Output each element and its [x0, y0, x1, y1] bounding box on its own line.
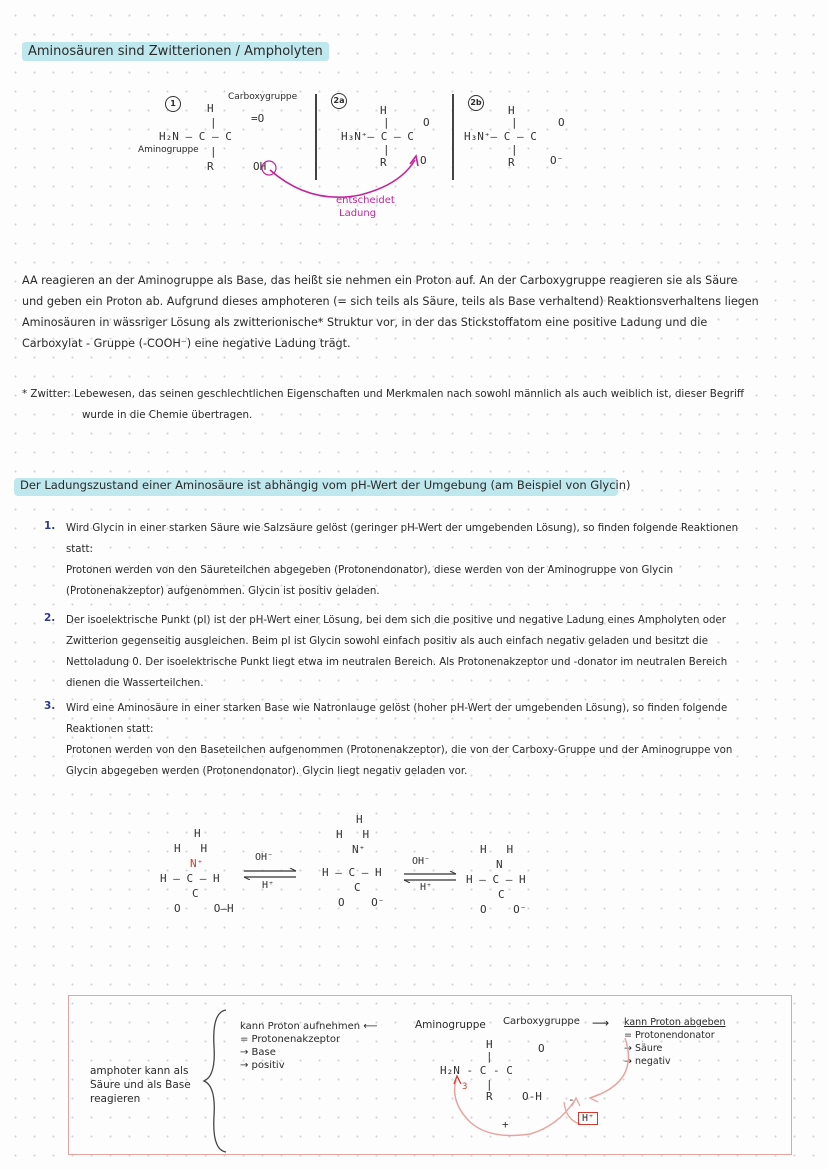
s2-r: R [380, 156, 387, 169]
list-line: Protonen werden von den Baseteilchen aufgenommen (Protonenakzeptor), die von der Carboxy-Gruppe und der Aminogruppe von [66, 745, 733, 756]
summary-carboxy-label: Carboxygruppe [503, 1016, 580, 1027]
summary-m-r: R [486, 1090, 493, 1103]
summary-right-line: kann Proton abgeben [624, 1017, 726, 1028]
label-2b: 2b [468, 95, 484, 111]
paragraph-line: und geben ein Proton ab. Aufgrund dieses amphoteren (= sich teils als Säure, teils als Base verhaltend) Reaktionsverhaltens liegen [22, 295, 759, 308]
summary-mid-line: → Base [240, 1047, 276, 1058]
s3-r: R [508, 156, 515, 169]
list-line: Nettoladung 0. Der isoelektrische Punkt liegt etwa im neutralen Bereich. Als Protonenakzeptor und -donator im neutralen Bereich [66, 657, 728, 668]
s1-o: =O [251, 112, 265, 125]
summary-arrow: ⟶ [592, 1016, 610, 1030]
list-line: Reaktionen statt: [66, 724, 154, 735]
summary-left-line: amphoter kann als [90, 1065, 189, 1077]
s2-bond-bot: | [383, 143, 390, 156]
page-title: Aminosäuren sind Zwitterionen / Ampholyten [22, 42, 329, 61]
m2-mid: H — C — H [322, 866, 382, 879]
paragraph-line: Carboxylat - Gruppe (-COOH⁻) eine negative Ladung trägt. [22, 337, 351, 350]
m3-n: N [496, 858, 503, 871]
m1-bot: O O—H [174, 902, 234, 915]
summary-right-line: = Protonendonator [624, 1030, 715, 1041]
decides-charge-note [336, 194, 395, 220]
summary-mid-line: = Protonenakzeptor [240, 1034, 341, 1045]
summary-minus: - [568, 1093, 575, 1106]
intro-paragraph [22, 270, 812, 354]
hplus-box: H⁺ [578, 1112, 598, 1125]
list-num: 3. [44, 700, 56, 712]
brace [200, 1006, 230, 1156]
summary-left-line: reagieren [90, 1093, 141, 1105]
m1-n: N⁺ [190, 857, 204, 870]
s2-bond-top: | [383, 116, 390, 129]
m3-bot: O O⁻ [480, 903, 527, 916]
s3-main: H₃N⁺— C — C [464, 130, 537, 143]
decides-charge-line2: Ladung [339, 208, 377, 219]
label-1: 1 [165, 96, 181, 112]
list-num: 1. [44, 520, 56, 532]
glycin-cation [160, 826, 240, 936]
list-line: statt: [66, 544, 93, 555]
footnote [22, 384, 812, 426]
summary-right-line: → negativ [624, 1056, 671, 1067]
s2-o: O [423, 116, 430, 129]
m2-bot: O O⁻ [338, 896, 385, 909]
oh-label-2: OH⁻ [412, 856, 431, 867]
list-num: 2. [44, 612, 56, 624]
footnote-line: * Zwitter: Lebewesen, das seinen geschlechtlichen Eigenschaften und Merkmalen nach sowohl männlich als auch weiblich ist, dieser Begriff [22, 388, 744, 400]
m3-mid: H — C — H [466, 873, 526, 886]
summary-plus: + [502, 1118, 509, 1131]
list-line: dienen die Wasserteilchen. [66, 678, 204, 689]
equilibrium-arrows-1 [240, 852, 300, 892]
s3-bond-bot: | [511, 143, 518, 156]
m2-n: N⁺ [352, 843, 366, 856]
eq-arrow-1 [240, 868, 300, 880]
divider-2 [452, 94, 454, 180]
m3-c: C [498, 888, 505, 901]
s1-r: R [207, 160, 214, 173]
list-line: Glycin abgegeben werden (Protonendonator). Glycin liegt negativ geladen vor. [66, 766, 468, 777]
glycin-zwitterion [322, 812, 402, 932]
summary-m-three: 3 [462, 1082, 468, 1092]
glycin-anion [466, 842, 546, 942]
label-2a: 2a [331, 93, 347, 109]
s3-bond-top: | [511, 116, 518, 129]
m1-mid: H — C — H [160, 872, 220, 885]
m1-top: H [194, 827, 201, 840]
s1-h: H [207, 102, 214, 115]
list-line: Wird Glycin in einer starken Säure wie Salzsäure gelöst (geringer pH-Wert der umgebenden Lösung), so finden folgende Reaktionen [66, 523, 739, 534]
list-line: Protonen werden von den Säureteilchen abgegeben (Protonendonator), diese werden von der Aminogruppe von Glycin [66, 565, 674, 576]
amino-label: Aminogruppe [138, 145, 199, 155]
list-line: Zwitterion gegenseitig ausgleichen. Beim pI ist Glycin sowohl einfach positiv als auch einfach negativ geladen und besitzt die [66, 636, 709, 647]
list-item [44, 698, 814, 782]
decides-charge-line1: entscheidet [336, 195, 395, 206]
h-label-1: H⁺ [262, 880, 275, 891]
summary-m-bond-bot: | [486, 1078, 493, 1091]
summary-m-main: H₂N - C - C [440, 1064, 513, 1077]
s1-main: H₂N — C — C [159, 130, 232, 143]
s1-oh: OH [253, 160, 267, 173]
summary-left-line: Säure und als Base [90, 1079, 191, 1091]
list-text [44, 698, 814, 782]
summary-m-oh: O-H [522, 1090, 542, 1103]
paragraph-line: AA reagieren an der Aminogruppe als Base, das heißt sie nehmen ein Proton auf. An der Carboxygruppe reagieren sie als Säure [22, 274, 738, 287]
list-text [44, 518, 814, 602]
s3-o2: O⁻ [550, 154, 564, 167]
s1-bond-bot: | [210, 145, 217, 158]
m1-h: H H [174, 842, 208, 855]
summary-mid-line: kann Proton aufnehmen ⟵ [240, 1021, 378, 1032]
summary-m-o: O [538, 1042, 545, 1055]
summary-amino-label: Aminogruppe [415, 1019, 486, 1031]
s2-main: H₃N⁺— C — C [341, 130, 414, 143]
list-line: Der isoelektrische Punkt (pI) ist der pH-Wert einer Lösung, bei dem sich die positive und negative Ladung eines Ampholyten oder [66, 615, 726, 626]
s1-bond-top: | [210, 116, 217, 129]
m1-c: C [192, 887, 199, 900]
list-text [44, 610, 814, 694]
s2-o2: O [420, 154, 427, 167]
list-line: Wird eine Aminosäure in einer starken Base wie Natronlauge gelöst (hoher pH-Wert der umgebenden Lösung), so finden folgende [66, 703, 728, 714]
footnote-line: wurde in die Chemie übertragen. [82, 409, 253, 421]
oh-label-1: OH⁻ [255, 852, 274, 863]
summary-right-line: → Säure [624, 1043, 663, 1054]
carboxy-label: Carboxygruppe [228, 92, 298, 102]
summary-m-bond-top: | [486, 1050, 493, 1063]
summary-mid-line: → positiv [240, 1060, 285, 1071]
summary-mid [240, 1020, 378, 1072]
summary-left [90, 1064, 191, 1106]
list-item [44, 518, 814, 602]
s2-h: H [380, 104, 387, 117]
m2-top: H [356, 813, 363, 826]
m3-h: H H [480, 843, 514, 856]
summary-arrows [440, 1022, 760, 1142]
list-line: (Protonenakzeptor) aufgenommen. Glycin ist positiv geladen. [66, 586, 380, 597]
s3-h: H [508, 104, 515, 117]
list-item [44, 610, 814, 694]
section-heading: Der Ladungszustand einer Aminosäure ist abhängig vom pH-Wert der Umgebung (am Beispiel von Glycin) [20, 478, 631, 492]
m2-c: C [354, 881, 361, 894]
summary-m-h: H [486, 1038, 493, 1051]
paragraph-line: Aminosäuren in wässriger Lösung als zwitterionische* Struktur vor, in der das Stickstoffatom eine positive Ladung und die [22, 316, 708, 329]
s3-o: O [558, 116, 565, 129]
structure-2b [460, 90, 590, 190]
equilibrium-arrows-2 [400, 856, 460, 896]
m2-h: H H [336, 828, 370, 841]
h-label-2: H⁺ [420, 882, 433, 893]
